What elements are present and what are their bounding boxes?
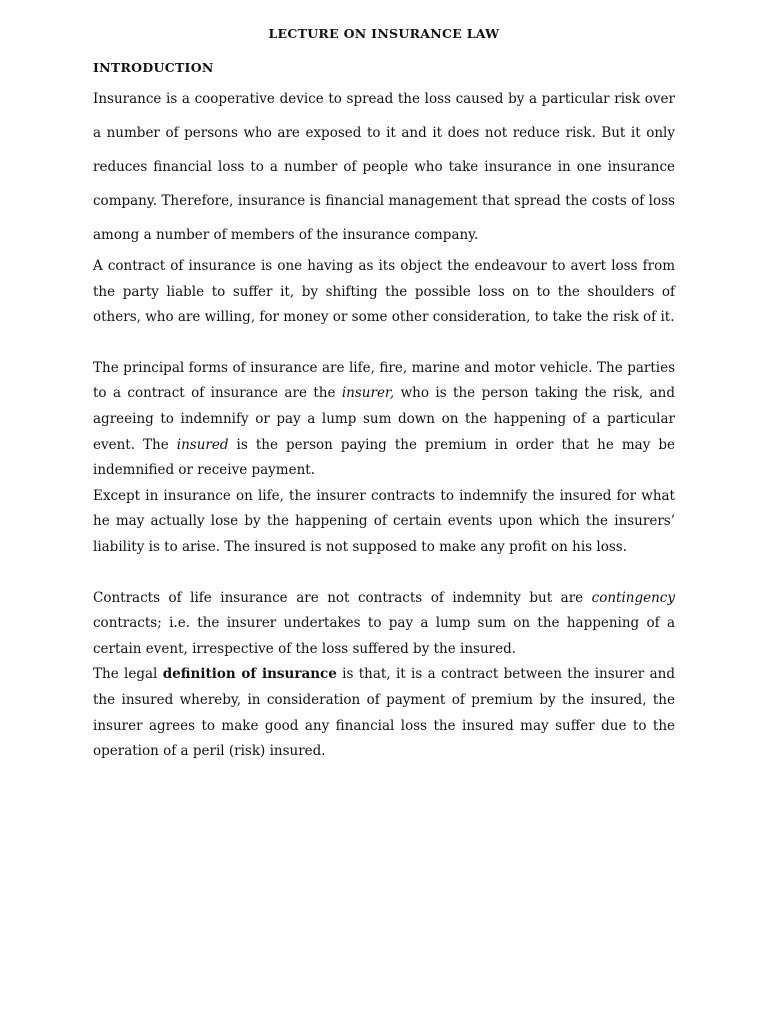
p5-text-b: contracts; i.e. the insurer undertakes to pay a lump sum on the happening of a certain event, irrespective of the loss suffered by the insured. [93,615,675,657]
paragraph-principal-forms [93,356,675,484]
term-contingency: contingency [591,589,675,606]
p5-text-a: Contracts of life insurance are not contracts of indemnity but are [93,589,592,606]
term-insured: insured [176,436,229,453]
p3-text-c: is the person paying the premium in order that he may be indemnified or receive payment. [93,436,675,479]
p6-text-a: The legal [93,666,163,683]
document-title: LECTURE ON INSURANCE LAW [268,26,500,41]
p3-text-a: The principal forms of insurance are life, fire, marine and motor vehicle. The parties to a contract of insurance are the [93,359,675,402]
paragraph-definition-cooperative-device: Insurance is a cooperative device to spread the loss caused by a particular risk over a number of persons who are exposed to it and it does not reduce risk. But it only reduces financial loss to a number of people who take insurance in one insurance company. Therefore, insurance is financial management that spread the costs of loss among a number of members of the insurance company. [93,91,675,243]
paragraph-indemnity: Except in insurance on life, the insurer contracts to indemnify the insured for what he may actually lose by the happening of certain events upon which the insurers’ liability is to arise. The insured is not supposed to make any profit on his loss. [93,487,675,555]
section-heading-introduction: INTRODUCTION [93,60,214,75]
paragraph-contract-of-insurance: A contract of insurance is one having as its object the endeavour to avert loss from the party liable to suffer it, by shifting the possible loss on to the shoulders of others, who are willing, for money or some other consideration, to take the risk of it. [93,258,675,326]
paragraph-legal-definition [93,662,675,764]
term-insurer: insurer, [341,385,395,402]
term-definition-of-insurance: definition of insurance [162,666,337,683]
p6-text-b: is that, it is a contract between the insurer and the insured whereby, in consideration of payment of premium by the insured, the insurer agrees to make good any financial loss the insured may suffer due to the operation of a peril (risk) insured. [93,666,675,760]
p3-text-b: who is the person taking the risk, and agreeing to indemnify or pay a lump sum down on the happening of a particular event. The [93,385,675,453]
paragraph-life-insurance-contingency [93,586,675,663]
